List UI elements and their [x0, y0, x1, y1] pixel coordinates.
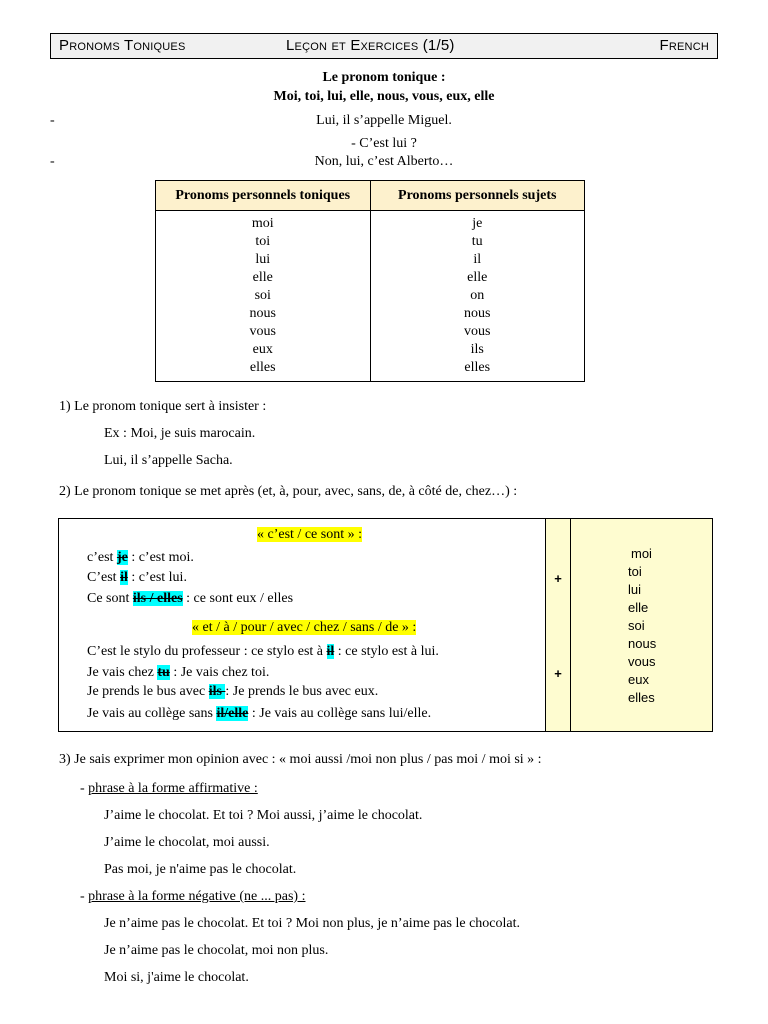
- plus-column: [545, 519, 571, 731]
- sujets-column: [370, 211, 585, 382]
- list-item: nous: [628, 636, 657, 651]
- section-1-heading: 1) Le pronom tonique sert à insister :: [59, 399, 267, 414]
- table-cell: elles: [249, 360, 276, 375]
- table-cell: tu: [471, 234, 483, 249]
- usage-line: Ce sont ils / elles : ce sont eux / elles: [87, 591, 294, 606]
- list-item: elle: [628, 600, 649, 615]
- table-cell: il: [473, 252, 482, 267]
- section-3-heading: 3) Je sais exprimer mon opinion avec : « moi aussi /moi non plus / pas moi / moi si » :: [59, 752, 542, 767]
- table-cell: elle: [467, 270, 488, 285]
- table-cell: on: [470, 288, 485, 303]
- struck-pronoun: il: [326, 644, 335, 659]
- table-cell: ils: [470, 342, 484, 357]
- usage-line: c’est je : c’est moi.: [87, 550, 194, 565]
- example-line: J’aime le chocolat, moi aussi.: [104, 835, 270, 850]
- pronoun-table: [155, 180, 585, 382]
- example-line: Moi si, j'aime le chocolat.: [104, 970, 249, 985]
- list-item: moi: [631, 546, 652, 561]
- section-2-heading: 2) Le pronom tonique se met après (et, à, pour, avec, sans, de, à côté de, chez…) :: [59, 484, 518, 499]
- negative-label: - phrase à la forme négative (ne ... pas) :: [80, 889, 306, 904]
- usage-line: Je vais chez tu : Je vais chez toi.: [87, 665, 270, 680]
- list-item: toi: [628, 564, 642, 579]
- struck-pronoun: tu: [157, 665, 170, 680]
- table-cell: lui: [255, 252, 271, 267]
- table-header-toniques: Pronoms personnels toniques: [156, 181, 371, 211]
- highlighted-title: « et / à / pour / avec / chez / sans / de » :: [192, 620, 417, 635]
- table-cell: moi: [251, 216, 274, 231]
- list-item: eux: [628, 672, 649, 687]
- table-cell: vous: [464, 324, 491, 339]
- table-header-sujets: Pronoms personnels sujets: [370, 181, 585, 211]
- struck-pronoun: ils: [208, 684, 226, 699]
- table-cell: je: [472, 216, 483, 231]
- plus-sign: +: [554, 666, 562, 681]
- struck-pronoun: il: [120, 570, 128, 585]
- struck-pronoun: ils / elles: [132, 591, 183, 606]
- dialogue-line: - C’est lui ?: [351, 136, 417, 151]
- table-cell: soi: [254, 288, 271, 303]
- document-header: [50, 33, 718, 59]
- struck-pronoun: je: [116, 550, 128, 565]
- usage-line: Je prends le bus avec ils : Je prends le bus avec eux.: [87, 684, 379, 699]
- list-item: lui: [628, 582, 642, 597]
- dialogue-dash: -: [50, 154, 55, 169]
- table-cell: elles: [464, 360, 491, 375]
- group-1-title: [257, 527, 362, 543]
- example-line: Lui, il s’appelle Sacha.: [104, 453, 233, 468]
- table-cell: toi: [255, 234, 271, 249]
- table-cell: nous: [464, 306, 491, 321]
- usage-box: [58, 518, 713, 732]
- usage-line: Je vais au collège sans il/elle : Je vais au collège sans lui/elle.: [87, 706, 432, 721]
- group-2-title: [192, 620, 416, 636]
- affirmative-label: - phrase à la forme affirmative :: [80, 781, 258, 796]
- header-language: French: [659, 37, 709, 54]
- dialogue-dash: -: [50, 113, 55, 128]
- list-item: elles: [628, 690, 655, 705]
- list-item: vous: [628, 654, 656, 669]
- lesson-title: Le pronom tonique :: [322, 70, 446, 85]
- table-cell: eux: [252, 342, 273, 357]
- example-line: J’aime le chocolat. Et toi ? Moi aussi, j’aime le chocolat.: [104, 808, 423, 823]
- header-topic: Pronoms Toniques: [59, 37, 186, 54]
- highlighted-title: « c’est / ce sont » :: [257, 527, 362, 542]
- dialogue-line: Non, lui, c’est Alberto…: [314, 154, 454, 169]
- table-cell: nous: [249, 306, 276, 321]
- example-line: Je n’aime pas le chocolat. Et toi ? Moi non plus, je n’aime pas le chocolat.: [104, 916, 520, 931]
- struck-pronoun: il/elle: [216, 706, 249, 721]
- toniques-column: [156, 211, 371, 382]
- lesson-subtitle: Moi, toi, lui, elle, nous, vous, eux, elle: [273, 89, 495, 104]
- table-cell: vous: [249, 324, 276, 339]
- example-line: Ex : Moi, je suis marocain.: [104, 426, 256, 441]
- usage-line: C’est il : c’est lui.: [87, 570, 187, 585]
- table-cell: elle: [252, 270, 273, 285]
- dialogue-line: Lui, il s’appelle Miguel.: [316, 113, 452, 128]
- plus-sign: +: [554, 571, 562, 586]
- list-item: soi: [628, 618, 645, 633]
- usage-line: C’est le stylo du professeur : ce stylo est à il : ce stylo est à lui.: [87, 644, 439, 659]
- example-line: Je n’aime pas le chocolat, moi non plus.: [104, 943, 329, 958]
- header-lesson: Leçon et Exercices (1/5): [286, 37, 455, 54]
- example-line: Pas moi, je n'aime pas le chocolat.: [104, 862, 297, 877]
